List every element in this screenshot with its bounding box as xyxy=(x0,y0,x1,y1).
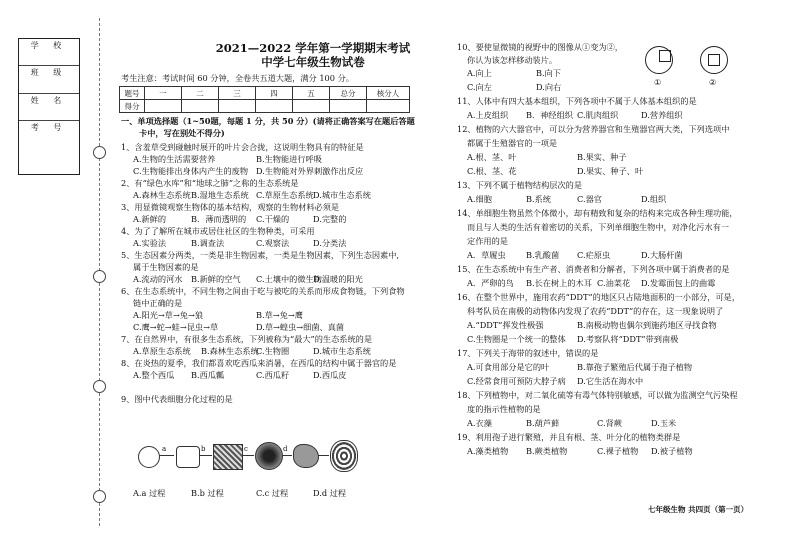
info-label: 班 级 xyxy=(30,68,68,78)
score-cell: 二 xyxy=(182,87,219,100)
binding-hole xyxy=(93,490,106,503)
view-circle-1 xyxy=(645,46,673,74)
score-cell: 核分人 xyxy=(367,87,410,100)
question-line: 8、在炎热的夏季，我们都喜欢吃西瓜来消暑，在西瓜的结构中属于器官的是 xyxy=(121,358,397,368)
question-line: A.流动的河水 xyxy=(133,274,183,284)
question-line: 9、图中代表细胞分化过程的是 xyxy=(121,394,233,404)
arrow-icon xyxy=(282,455,292,456)
question-line: D.生物能对外界刺激作出反应 xyxy=(256,166,364,176)
question-line: B.蕨类植物 xyxy=(526,446,568,456)
question-line: 19、利用孢子进行繁殖，并且有根、茎、叶分化的植物类群是 xyxy=(457,432,681,442)
question-line: C.肌肉组织 xyxy=(577,110,619,120)
arrow-label-a: a xyxy=(162,445,167,453)
info-blank-field[interactable] xyxy=(19,107,79,120)
question-line: B.调查法 xyxy=(191,238,225,248)
info-row xyxy=(19,39,79,66)
question-line: B.草→兔→鹰 xyxy=(256,310,303,320)
question-line: D.被子植物 xyxy=(651,446,693,456)
question-line: C.生物圈 xyxy=(256,346,290,356)
score-cell: 得分 xyxy=(120,100,145,113)
question-line: C.裸子植物 xyxy=(597,446,639,456)
exam-subtitle: 中学七年级生物试卷 xyxy=(261,55,365,69)
circle-label-2: ② xyxy=(709,77,717,87)
question-line: C.生物能排出身体内产生的废物 xyxy=(133,166,249,176)
info-label: 姓 名 xyxy=(30,95,68,105)
question-line: A．严卵的鸟 xyxy=(467,278,514,288)
question-line: 链中正确的是 xyxy=(133,298,183,308)
question-line: C.油菜花 xyxy=(597,278,631,288)
question-line: A.衣藻 xyxy=(467,418,492,428)
view-square-1 xyxy=(659,50,671,62)
question-line: A.实验法 xyxy=(133,238,167,248)
question-line: C.草原生态系统 xyxy=(256,190,314,200)
question-line: 6、在生态系统中，不同生物之间由于吃与被吃的关系而形成食物链，下列食物 xyxy=(121,286,405,296)
question-line: 3、用显微镜观察生物体的基本结构，观察的生物材料必须是 xyxy=(121,202,340,212)
question-line: C.疟原虫 xyxy=(577,250,611,260)
score-table xyxy=(119,86,410,113)
question-line: B.果实、种子 xyxy=(577,152,627,162)
question-line: B.乳酸菌 xyxy=(526,250,560,260)
question-line: A.上皮组织 xyxy=(467,110,509,120)
question-line: 13、下列不属于植物结构层次的是 xyxy=(457,180,583,190)
dividing-cell-icon xyxy=(176,446,200,468)
question-line: D.向右 xyxy=(536,82,562,92)
question-line: A.向上 xyxy=(467,68,492,78)
question-line: 15、在生态系统中有生产者、消费者和分解者，下列各项中属于消费者的是 xyxy=(457,264,730,274)
binding-hole xyxy=(93,270,106,283)
score-cell: 三 xyxy=(219,87,256,100)
question-line: 18、下列植物中，对二氧化硫等有毒气体特别敏感，可以做为监测空气污染程 xyxy=(457,390,738,400)
question-line: B.靠孢子繁殖后代属于孢子植物 xyxy=(577,362,693,372)
question-line: D.完整的 xyxy=(313,214,347,224)
binding-hole xyxy=(93,146,106,159)
question-line: 4、为了了解所在城市或居住社区的生物种类，可采用 xyxy=(121,226,315,236)
question-line: C.干燥的 xyxy=(256,214,290,224)
arrow-label-d: d xyxy=(283,445,288,453)
question-line: D.发霉面包上的曲霉 xyxy=(641,278,716,288)
question-line: A.草原生态系统 xyxy=(133,346,191,356)
question-line: 科考队员在南极的动物体内发现了农药“DDT”的存在，这一现象说明了 xyxy=(467,306,724,316)
question-line: B．薄而透明的 xyxy=(191,214,247,224)
page-footer: 七年级生物 共四页（第一页） xyxy=(648,505,749,514)
single-cell-icon xyxy=(138,446,160,468)
question-line: C.向左 xyxy=(467,82,492,92)
question-line: A.“DDT”挥发性极强 xyxy=(467,320,544,330)
section-heading-cont: 卡中，写在别处不得分) xyxy=(139,128,225,138)
question-line: 12、植物的六大器官中，可以分为营养器官和生殖器官两大类，下列选项中 xyxy=(457,124,730,134)
arrow-label-b: b xyxy=(201,445,206,453)
question-line: C.肾蕨 xyxy=(597,418,622,428)
score-cell[interactable] xyxy=(293,100,330,113)
score-cell: 五 xyxy=(293,87,330,100)
question-line: 7、在自然界中，有很多生态系统，下列被称为“最大”的生态系统的是 xyxy=(121,334,373,344)
question-line: B.南极动物也偶尔到施药地区寻找食物 xyxy=(577,320,717,330)
digestive-system-icon xyxy=(330,440,358,472)
question-line: 11、人体中有四大基本组织，下列各项中不属于人体基本组织的是 xyxy=(457,96,697,106)
score-table-row xyxy=(120,87,410,100)
info-row xyxy=(19,66,79,93)
score-cell: 题号 xyxy=(120,87,145,100)
question-line: B．神经组织 xyxy=(526,110,573,120)
binding-hole xyxy=(93,380,106,393)
score-cell: 一 xyxy=(145,87,182,100)
question-line: C.器官 xyxy=(577,194,602,204)
info-blank-field[interactable] xyxy=(19,52,79,65)
tissue-cluster-icon xyxy=(255,442,283,470)
circle-label-1: ① xyxy=(654,77,662,87)
question-line: C.根、茎、花 xyxy=(467,166,517,176)
score-table-row xyxy=(120,100,410,113)
question-line: D.西瓜皮 xyxy=(313,370,347,380)
arrow-label-c: c xyxy=(244,445,248,453)
view-square-2 xyxy=(708,54,720,66)
question-line: D.它生活在海水中 xyxy=(577,376,644,386)
question-line: 而且与人类的生活有着密切的关系，下列单细胞生物中，对净化污水有一 xyxy=(467,222,730,232)
question-line: 定作用的是 xyxy=(467,236,508,246)
question-line: B.长在树上的木耳 xyxy=(526,278,592,288)
question-line: 1、含羞草受到碰触时展开的叶片会合拢，这说明生物具有的特征是 xyxy=(121,142,364,152)
score-cell: 总分 xyxy=(330,87,367,100)
question-line: D.草→蝗虫→细菌、真菌 xyxy=(256,322,345,332)
question-line: 16、在整个世界中，施用农药“DDT”的地区只占陆地面积的一小部分，可是， xyxy=(457,292,741,302)
question-line: 度的指示性植物的是 xyxy=(467,404,541,414)
question-line: B.森林生态系统 xyxy=(201,346,259,356)
question-line: 属于生物因素的是 xyxy=(133,262,199,272)
question-line: C.鹰→蛇→蛙→昆虫→草 xyxy=(133,322,219,332)
organ-icon xyxy=(293,444,319,468)
question-line: D.大肠杆菌 xyxy=(641,250,683,260)
score-cell: 四 xyxy=(256,87,293,100)
question-line: D.组织 xyxy=(641,194,667,204)
question-line: A.新鲜的 xyxy=(133,214,167,224)
question-line: A.根、茎、叶 xyxy=(467,152,517,162)
question-line: B.葫芦藓 xyxy=(526,418,560,428)
arrow-icon xyxy=(199,455,212,456)
question-line: A.整个西瓜 xyxy=(133,370,175,380)
score-cell[interactable] xyxy=(256,100,293,113)
info-blank-field[interactable] xyxy=(19,79,79,92)
score-cell[interactable] xyxy=(219,100,256,113)
question-line: A.阳光→草→兔→狼 xyxy=(133,310,204,320)
score-cell[interactable] xyxy=(330,100,367,113)
info-label: 学 校 xyxy=(30,41,68,50)
question-line: 10、要使显微镜的视野中的图像从①变为②， xyxy=(457,42,623,52)
exam-title: 2021—2022 学年第一学期期末考试 xyxy=(215,41,411,55)
question-line: D.城市生态系统 xyxy=(313,346,371,356)
question-line: B.b 过程 xyxy=(191,488,224,498)
question-line: D.考察队将“DDT”带到南极 xyxy=(577,334,679,344)
question-line: C.生物圈是一个统一的整体 xyxy=(467,334,566,344)
question-line: C.西瓜籽 xyxy=(256,370,290,380)
info-row xyxy=(19,121,79,147)
exam-notice: 考生注意：考试时间 60 分钟，全卷共五道大题，满分 100 分。 xyxy=(121,73,354,83)
info-label: 考 号 xyxy=(30,123,68,133)
score-cell[interactable] xyxy=(145,100,182,113)
student-info-box xyxy=(18,38,80,175)
question-line: D.城市生态系统 xyxy=(313,190,371,200)
question-line: A．草履虫 xyxy=(467,250,506,260)
question-line: D.营养组织 xyxy=(641,110,683,120)
info-row xyxy=(19,94,79,121)
score-cell[interactable] xyxy=(367,100,410,113)
question-line: D.分类法 xyxy=(313,238,347,248)
question-line: B.新鲜的空气 xyxy=(191,274,241,284)
question-line: A.生物的生活需要营养 xyxy=(133,154,216,164)
question-line: 都属于生殖器官的一项是 xyxy=(467,138,558,148)
question-line: D.温暖的阳光 xyxy=(313,274,363,284)
question-line: 你认为该怎样移动装片。 xyxy=(467,55,558,65)
arrow-icon xyxy=(159,455,174,456)
question-line: B.西瓜瓤 xyxy=(191,370,225,380)
tissue-icon xyxy=(213,444,243,470)
question-line: D.玉米 xyxy=(651,418,677,428)
question-line: A.a 过程 xyxy=(133,488,166,498)
question-line: A.细胞 xyxy=(467,194,492,204)
question-line: 2、有“绿色水库”和“地球之肺”之称的生态系统是 xyxy=(121,178,299,188)
question-line: A.藻类植物 xyxy=(467,446,509,456)
question-line: B.湿地生态系统 xyxy=(191,190,249,200)
question-line: 5、生态因素分两类，一类是非生物因素，一类是生物因素，下列生态因素中, xyxy=(121,250,400,260)
question-line: C.观察法 xyxy=(256,238,290,248)
score-cell[interactable] xyxy=(182,100,219,113)
question-line: 14、单细胞生物虽然个体微小，却有精致和复杂的结构来完成各种生理功能， xyxy=(457,208,738,218)
view-circle-2 xyxy=(700,46,728,74)
arrow-icon xyxy=(318,455,329,456)
question-line: D.果实、种子、叶 xyxy=(577,166,644,176)
question-line: D.d 过程 xyxy=(313,488,347,498)
arrow-icon xyxy=(242,455,254,456)
question-line: B.生物能进行呼吸 xyxy=(256,154,322,164)
section-heading: 一、单项选择题（1~50题，每题 1 分，共 50 分）(请将正确答案写在题后答题 xyxy=(121,116,415,126)
question-line: B.向下 xyxy=(536,68,561,78)
question-line: A.可食用部分是它的叶 xyxy=(467,362,550,372)
question-line: C.经常食用可预防大脖子病 xyxy=(467,376,566,386)
question-line: B.系统 xyxy=(526,194,551,204)
info-blank-field[interactable] xyxy=(19,134,79,147)
question-line: 17、下列关于海带的叙述中，错误的是 xyxy=(457,348,599,358)
question-line: C.c 过程 xyxy=(256,488,289,498)
question-line: A.森林生态系统 xyxy=(133,190,191,200)
question-line: C.土壤中的微生物 xyxy=(256,274,322,284)
